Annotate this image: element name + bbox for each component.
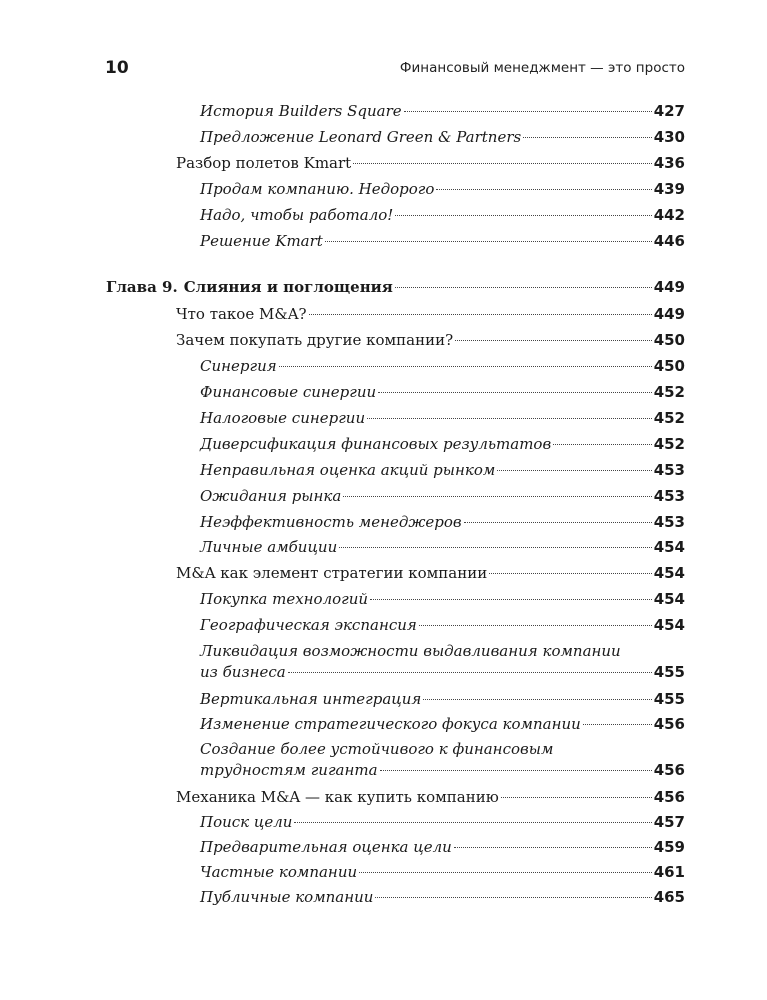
dot-leader (359, 872, 652, 873)
toc-entry (200, 689, 685, 710)
toc-entry-title: Публичные компании (200, 888, 374, 906)
dot-leader (489, 573, 651, 574)
toc-entry-title: Личные амбиции (200, 538, 338, 556)
dot-leader (370, 599, 652, 600)
toc-entry (200, 231, 685, 252)
toc-entry (200, 356, 685, 377)
toc-entry (176, 304, 685, 325)
dot-leader (343, 496, 651, 497)
page-number: 10 (105, 58, 129, 78)
toc-entry-page: 461 (653, 863, 685, 881)
dot-leader (436, 189, 651, 190)
chapter-title: Слияния и поглощения (183, 278, 393, 296)
toc-entry-page: 456 (653, 715, 685, 733)
toc-entry-page: 427 (653, 102, 685, 120)
toc-entry-page: 430 (653, 128, 685, 146)
toc-entry (200, 101, 685, 122)
dot-leader (454, 847, 652, 848)
toc-entry-title-line1: Создание более устойчивого к финансовым (200, 740, 554, 758)
toc-entry-page: 455 (653, 690, 685, 708)
dot-leader (423, 699, 651, 700)
toc-chapter-entry (106, 277, 685, 298)
toc-entry (200, 408, 685, 429)
toc-entry-title: Географическая экспансия (200, 616, 417, 634)
toc-entry-page: 442 (653, 206, 685, 224)
dot-leader (367, 418, 652, 419)
toc-entry-page: 459 (653, 838, 685, 856)
toc-entry-page: 454 (653, 538, 685, 556)
toc-entry-page: 453 (653, 487, 685, 505)
dot-leader (375, 897, 651, 898)
toc-entry-page: 439 (653, 180, 685, 198)
toc-entry-title: Диверсификация финансовых результатов (200, 435, 552, 453)
toc-entry-page: 456 (653, 788, 685, 806)
toc-entry-title: Неэффективность менеджеров (200, 513, 462, 531)
toc-entry-title: Решение Kmart (200, 232, 323, 250)
dot-leader (464, 522, 652, 523)
toc-entry-page: 449 (653, 305, 685, 323)
toc-entry-page: 452 (653, 435, 685, 453)
toc-entry-title: Синергия (200, 357, 277, 375)
toc-entry-title: Покупка технологий (200, 590, 369, 608)
dot-leader (353, 163, 651, 164)
dot-leader (404, 111, 652, 112)
toc-entry-page: 455 (653, 663, 685, 681)
toc-entry-page: 446 (653, 232, 685, 250)
dot-leader (395, 287, 652, 288)
toc-entry (200, 615, 685, 636)
toc-entry-multiline (200, 641, 685, 683)
toc-entry-page: 457 (653, 813, 685, 831)
toc-entry-page: 436 (653, 154, 685, 172)
toc-entry-title: Изменение стратегического фокуса компании (200, 715, 581, 733)
toc-entry (200, 714, 685, 735)
toc-entry-title: Неправильная оценка акций рынком (200, 461, 496, 479)
dot-leader (339, 547, 651, 548)
toc-entry-title: Налоговые синергии (200, 409, 366, 427)
toc-entry (200, 512, 685, 533)
toc-entry (176, 563, 685, 584)
toc-entry (200, 486, 685, 507)
toc-entry-multiline (200, 739, 685, 781)
toc-entry-title: Надо, чтобы работало! (200, 206, 394, 224)
toc-entry (200, 537, 685, 558)
dot-leader (497, 470, 651, 471)
toc-entry-page: 453 (653, 513, 685, 531)
toc-entry (200, 434, 685, 455)
dot-leader (288, 672, 652, 673)
toc-entry-page: 456 (653, 761, 685, 779)
dot-leader (395, 215, 651, 216)
dot-leader (378, 392, 652, 393)
toc-entry-title-line1: Ликвидация возможности выдавливания компании (200, 642, 621, 660)
toc-entry (200, 460, 685, 481)
toc-entry (200, 887, 685, 908)
dot-leader (419, 625, 652, 626)
toc-entry (200, 837, 685, 858)
toc-entry-page: 453 (653, 461, 685, 479)
dot-leader (553, 444, 651, 445)
toc-entry (176, 153, 685, 174)
dot-leader (325, 241, 652, 242)
toc-entry (200, 205, 685, 226)
toc-entry (200, 179, 685, 200)
toc-entry-title: История Builders Square (200, 102, 402, 120)
dot-leader (523, 137, 651, 138)
toc-entry-title: Разбор полетов Kmart (176, 154, 352, 172)
toc-entry-title: M&A как элемент стратегии компании (176, 564, 488, 582)
dot-leader (583, 724, 652, 725)
toc-entry-title: Механика M&A — как купить компанию (176, 788, 499, 806)
toc-entry-page: 454 (653, 564, 685, 582)
toc-entry-title: Финансовые синергии (200, 383, 377, 401)
toc-entry-title: Предварительная оценка цели (200, 838, 452, 856)
dot-leader (294, 822, 651, 823)
dot-leader (501, 797, 652, 798)
toc-entry (200, 812, 685, 833)
toc-entry-page: 450 (653, 331, 685, 349)
toc-entry-page: 465 (653, 888, 685, 906)
toc-entry (176, 787, 685, 808)
toc-entry (200, 589, 685, 610)
toc-entry-title: Поиск цели (200, 813, 293, 831)
toc-entry-page: 454 (653, 616, 685, 634)
toc-entry-title: из бизнеса (200, 663, 286, 681)
dot-leader (279, 366, 652, 367)
toc-entry-title: Вертикальная интеграция (200, 690, 422, 708)
toc-entry-title: Что такое M&A? (176, 305, 307, 323)
toc-entry-page: 450 (653, 357, 685, 375)
dot-leader (455, 340, 652, 341)
toc-entry-page: 452 (653, 383, 685, 401)
toc-entry-page: 454 (653, 590, 685, 608)
toc-entry-page: 449 (653, 278, 685, 296)
toc-entry-title: Зачем покупать другие компании? (176, 331, 454, 349)
toc-entry-title: Частные компании (200, 863, 358, 881)
running-title: Финансовый менеджмент — это просто (399, 60, 685, 76)
chapter-number: Глава 9. (106, 278, 178, 296)
dot-leader (380, 770, 652, 771)
toc-entry (200, 127, 685, 148)
toc-entry-title: Продам компанию. Недорого (200, 180, 435, 198)
toc-entry (200, 862, 685, 883)
toc-entry-page: 452 (653, 409, 685, 427)
dot-leader (309, 314, 652, 315)
toc-entry-title: Предложение Leonard Green & Partners (200, 128, 522, 146)
toc-entry (176, 330, 685, 351)
toc-entry-title: трудностям гиганта (200, 761, 378, 779)
toc-entry (200, 382, 685, 403)
toc-entry-title: Ожидания рынка (200, 487, 342, 505)
